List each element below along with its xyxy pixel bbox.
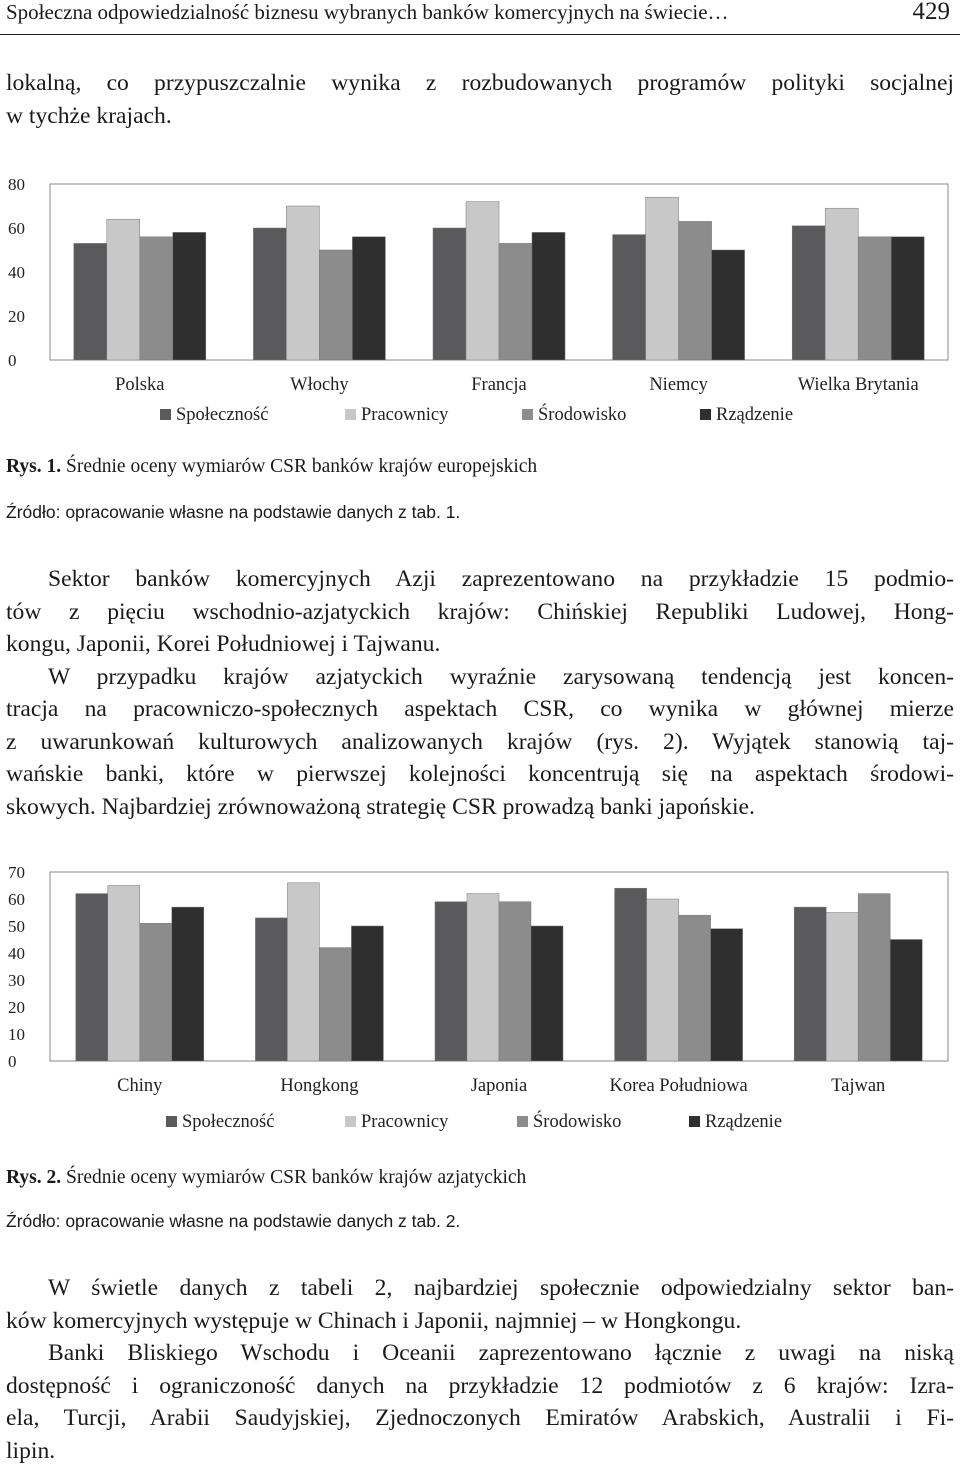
text-line: w tychże krajach.	[6, 100, 954, 133]
bar	[858, 237, 891, 360]
figure-1-caption-label: Rys. 1.	[6, 456, 61, 477]
text-line: W świetle danych z tabeli 2, najbardziej społecznie odpowiedzialny sektor ban-	[6, 1272, 954, 1305]
header-rule	[0, 34, 960, 35]
bar	[172, 907, 204, 1061]
legend-label: Pracownicy	[361, 1112, 449, 1132]
legend-swatch	[517, 1116, 528, 1127]
bar	[287, 883, 319, 1061]
x-tick-label: Wielka Brytania	[798, 375, 919, 395]
bar	[286, 206, 319, 360]
paragraph-bottom	[6, 1272, 954, 1467]
paragraph-top	[6, 67, 954, 132]
bar	[858, 894, 890, 1061]
figure-2-caption	[6, 1167, 526, 1189]
bar	[711, 929, 743, 1061]
bar	[433, 228, 466, 360]
bar	[613, 235, 646, 360]
figure-2-caption-text: Średnie oceny wymiarów CSR banków krajów azjatyckich	[66, 1167, 526, 1188]
bar	[319, 948, 351, 1061]
bar	[255, 918, 287, 1061]
bar	[499, 902, 531, 1061]
page-number: 429	[913, 0, 951, 26]
x-tick-label: Niemcy	[649, 375, 708, 395]
bar	[435, 902, 467, 1061]
legend-label: Społeczność	[176, 405, 268, 425]
bar	[107, 219, 140, 360]
bar	[108, 886, 140, 1062]
text-line: lipin.	[6, 1435, 954, 1467]
bar	[792, 226, 825, 360]
y-tick-label: 30	[8, 971, 25, 990]
text-line: lokalną, co przypuszczalnie wynika z rozbudowanych programów polityki socjalnej	[6, 67, 954, 100]
text-line: skowych. Najbardziej zrównoważoną strategię CSR prowadzą banki japońskie.	[6, 791, 954, 824]
legend-label: Rządzenie	[716, 405, 793, 425]
y-tick-label: 60	[8, 219, 25, 238]
y-tick-label: 0	[8, 1052, 17, 1071]
bar	[253, 228, 286, 360]
x-tick-label: Hongkong	[280, 1076, 358, 1096]
bar	[74, 243, 107, 360]
legend-swatch	[689, 1116, 700, 1127]
y-tick-label: 50	[8, 917, 25, 936]
bar	[647, 899, 679, 1061]
figure-1-chart	[0, 170, 960, 440]
text-line: W przypadku krajów azjatyckich wyraźnie zarysowaną tendencją jest koncen-	[6, 661, 954, 694]
legend-swatch	[700, 409, 711, 420]
y-tick-label: 10	[8, 1025, 25, 1044]
bar	[466, 202, 499, 360]
bar	[531, 926, 563, 1061]
bar	[890, 940, 922, 1062]
bar	[826, 913, 858, 1062]
figure-2-caption-label: Rys. 2.	[6, 1167, 61, 1188]
figure-1-caption-text: Średnie oceny wymiarów CSR banków krajów europejskich	[66, 456, 537, 477]
legend-label: Rządzenie	[705, 1112, 782, 1132]
legend-label: Środowisko	[538, 403, 626, 425]
legend-swatch	[345, 409, 356, 420]
y-tick-label: 0	[8, 351, 17, 370]
bar	[352, 237, 385, 360]
text-line: Banki Bliskiego Wschodu i Oceanii zaprezentowano łącznie z uwagi na niską	[6, 1337, 954, 1370]
y-tick-label: 40	[8, 944, 25, 963]
text-line: tracja na pracowniczo-społecznych aspektach CSR, co wynika w głównej mierze	[6, 693, 954, 726]
bar	[794, 907, 826, 1061]
text-line: Sektor banków komercyjnych Azji zaprezentowano na przykładzie 15 podmio-	[6, 563, 954, 596]
legend-swatch	[166, 1116, 177, 1127]
text-line: ków komercyjnych występuje w Chinach i Japonii, najmniej – w Hongkongu.	[6, 1305, 954, 1338]
text-line: kongu, Japonii, Korei Południowej i Tajwanu.	[6, 628, 954, 661]
x-tick-label: Włochy	[290, 375, 349, 395]
bar	[499, 243, 532, 360]
text-line: z uwarunkowań kulturowych analizowanych krajów (rys. 2). Wyjątek stanowią taj-	[6, 726, 954, 759]
x-tick-label: Francja	[471, 375, 526, 395]
bar	[532, 232, 565, 360]
bar	[646, 197, 679, 360]
y-tick-label: 70	[8, 863, 25, 882]
legend-label: Pracownicy	[361, 405, 449, 425]
legend-swatch	[160, 409, 171, 420]
bar	[351, 926, 383, 1061]
text-line: ela, Turcji, Arabii Saudyjskiej, Zjednoczonych Emiratów Arabskich, Australii i Fi-	[6, 1402, 954, 1435]
y-tick-label: 80	[8, 175, 25, 194]
running-header-title: Społeczna odpowiedzialność biznesu wybranych banków komercyjnych na świecie…	[6, 0, 729, 25]
legend-swatch	[345, 1116, 356, 1127]
y-tick-label: 20	[8, 998, 25, 1017]
figure-1-source: Źródło: opracowanie własne na podstawie danych z tab. 1.	[6, 502, 460, 523]
legend-swatch	[522, 409, 533, 420]
bar	[891, 237, 924, 360]
bar	[140, 237, 173, 360]
y-tick-label: 20	[8, 307, 25, 326]
figure-2-chart	[0, 858, 960, 1143]
figure-2-source: Źródło: opracowanie własne na podstawie danych z tab. 2.	[6, 1211, 460, 1232]
x-tick-label: Chiny	[117, 1076, 163, 1096]
x-tick-label: Japonia	[471, 1076, 528, 1096]
bar	[76, 894, 108, 1061]
x-tick-label: Tajwan	[831, 1076, 885, 1096]
legend-label: Społeczność	[182, 1112, 274, 1132]
legend-label: Środowisko	[533, 1110, 621, 1132]
bar	[615, 888, 647, 1061]
bar	[679, 915, 711, 1061]
y-tick-label: 60	[8, 890, 25, 909]
paragraph-middle	[6, 563, 954, 823]
figure-1-caption	[6, 456, 537, 478]
x-tick-label: Korea Południowa	[609, 1076, 747, 1096]
bar	[679, 221, 712, 360]
bar	[140, 923, 172, 1061]
bar	[825, 208, 858, 360]
bar	[467, 894, 499, 1061]
text-line: tów z pięciu wschodnio-azjatyckich krajów: Chińskiej Republiki Ludowej, Hong-	[6, 596, 954, 629]
y-tick-label: 40	[8, 263, 25, 282]
bar	[712, 250, 745, 360]
text-line: wańskie banki, które w pierwszej kolejności koncentrują się na aspektach środowi-	[6, 758, 954, 791]
bar	[173, 232, 206, 360]
bar	[319, 250, 352, 360]
x-tick-label: Polska	[115, 375, 164, 395]
text-line: dostępność i ograniczoność danych na przykładzie 12 podmiotów z 6 krajów: Izra-	[6, 1370, 954, 1403]
